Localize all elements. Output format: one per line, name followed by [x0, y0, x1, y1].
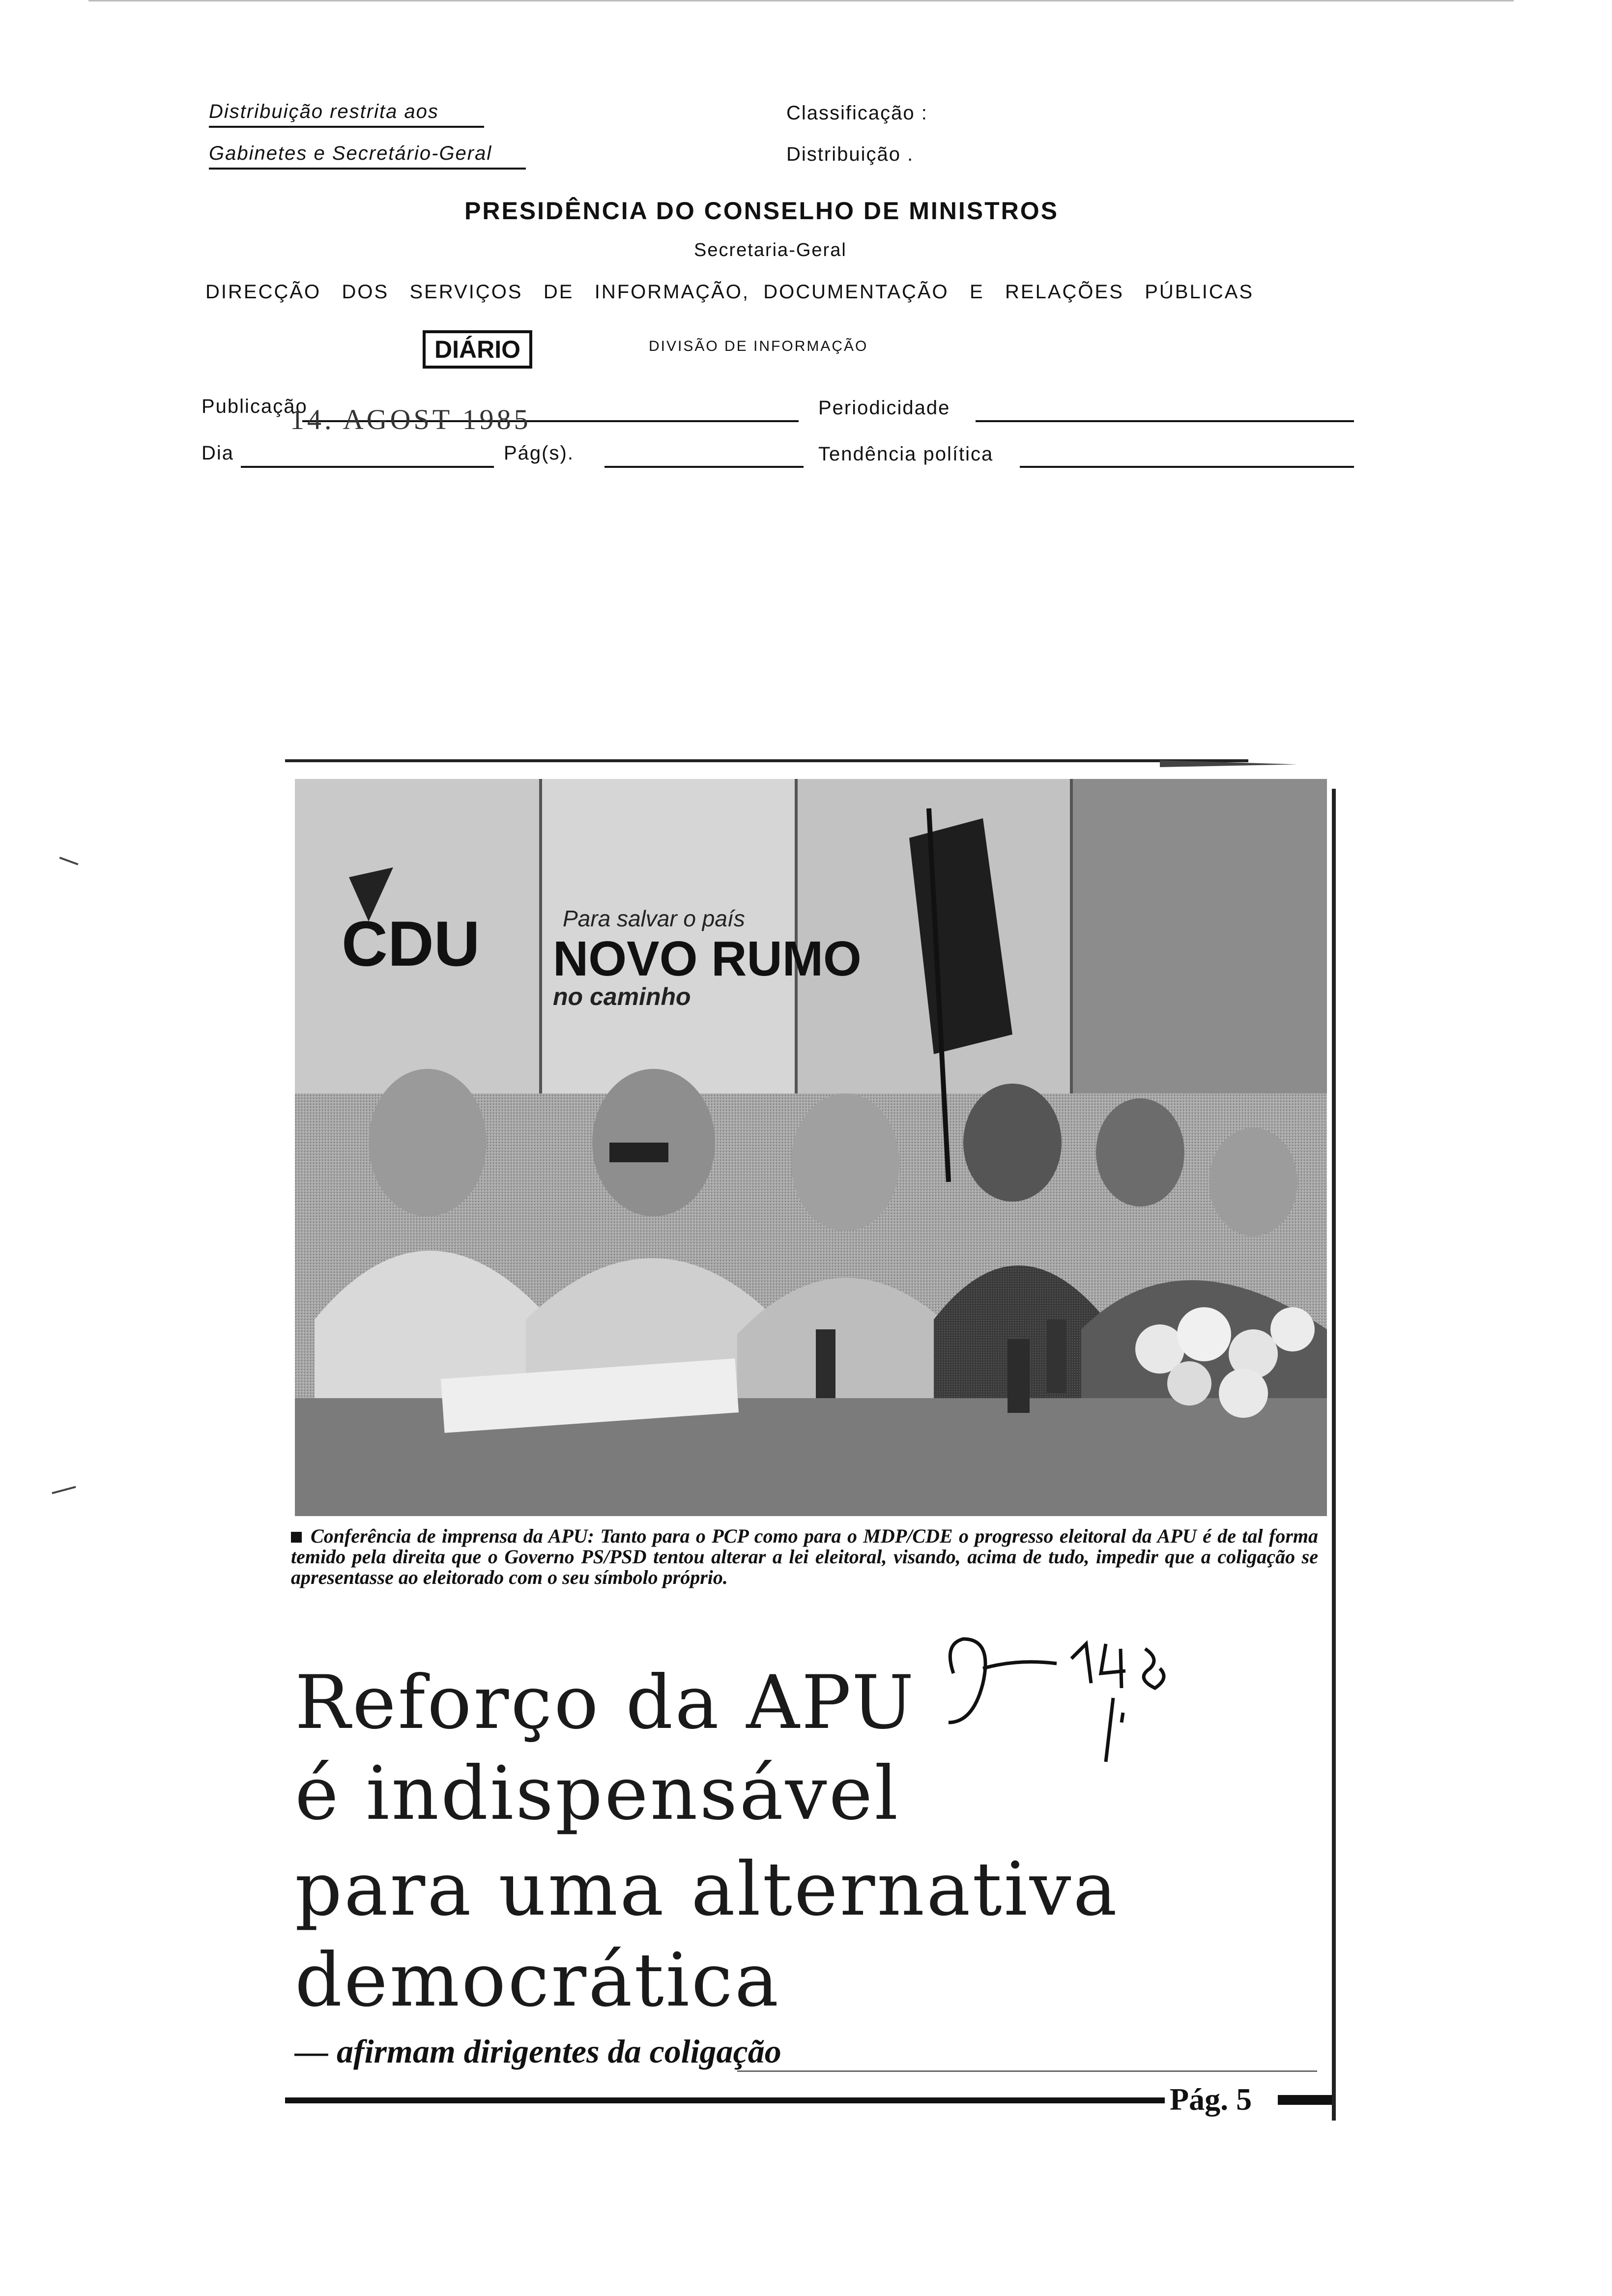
- periodicity-label: Periodicidade: [818, 397, 950, 419]
- press-photo-illustration: [295, 779, 1327, 1516]
- headline-line-1: Reforço da APU: [295, 1660, 916, 1746]
- org-title: PRESIDÊNCIA DO CONSELHO DE MINISTROS: [464, 197, 1059, 225]
- clipping-top-rule: [285, 759, 1248, 762]
- tendency-label: Tendência política: [818, 443, 994, 465]
- page-ref-block: [1278, 2095, 1332, 2105]
- headline-line-3: para uma alternativa: [295, 1847, 1119, 1932]
- scan-mark-2: [52, 1486, 76, 1494]
- caption-bullet: [291, 1532, 302, 1543]
- newspaper-stamp: DIÁRIO: [423, 330, 532, 369]
- handwritten-note: [939, 1614, 1214, 1781]
- division-label: DIVISÃO DE INFORMAÇÃO: [649, 338, 868, 354]
- distribution-line-2: Gabinetes e Secretário-Geral: [209, 143, 526, 170]
- pages-line: [604, 466, 804, 468]
- day-line: [241, 466, 494, 468]
- page-reference: Pág. 5: [1170, 2082, 1252, 2117]
- publication-stamp: 14. AGOST 1985: [290, 403, 531, 435]
- tendency-line: [1020, 466, 1354, 468]
- pages-label: Pág(s).: [504, 442, 574, 464]
- org-subtitle: Secretaria-Geral: [694, 240, 847, 260]
- periodicity-line: [976, 420, 1354, 422]
- caption-text: Conferência de imprensa da APU: Tanto para o PCP como para o MDP/CDE o progresso eleitoral da APU é de tal forma temido pela direita que o Governo PS/PSD tentou alterar a lei eleitoral, visando, acima de tudo, impedir que a coligação se apresentasse ao eleitorado com o seu símbolo próprio.: [291, 1525, 1318, 1588]
- press-photo: [295, 779, 1327, 1516]
- bottom-rule: [285, 2097, 1165, 2103]
- banner-line-2: NOVO RUMO: [553, 931, 862, 986]
- banner-line-1: Para salvar o país: [563, 906, 745, 931]
- subheadline-underline: [737, 2070, 1317, 2072]
- banner-brand: CDU: [342, 908, 480, 979]
- clipping-right-rule: [1332, 789, 1336, 2121]
- publication-label: Publicação: [202, 396, 308, 417]
- clipping: [285, 759, 1342, 2135]
- day-label: Dia: [202, 442, 234, 464]
- banner-line-3: no caminho: [553, 983, 691, 1010]
- photo-caption: [291, 1526, 1318, 1588]
- distribution-line-1: Distribuição restrita aos: [209, 101, 484, 128]
- scan-mark-1: [59, 857, 79, 865]
- headline-line-4: democrática: [295, 1938, 781, 2023]
- direction-line: DIRECÇÃO DOS SERVIÇOS DE INFORMAÇÃO, DOCUMENTAÇÃO E RELAÇÕES PÚBLICAS: [205, 281, 1254, 303]
- distribution-label: Distribuição .: [786, 144, 914, 165]
- classification-label: Classificação :: [786, 102, 928, 124]
- subheadline: — afirmam dirigentes da coligação: [295, 2033, 781, 2070]
- top-edge: [88, 0, 1514, 1]
- headline-line-2: é indispensável: [295, 1751, 900, 1837]
